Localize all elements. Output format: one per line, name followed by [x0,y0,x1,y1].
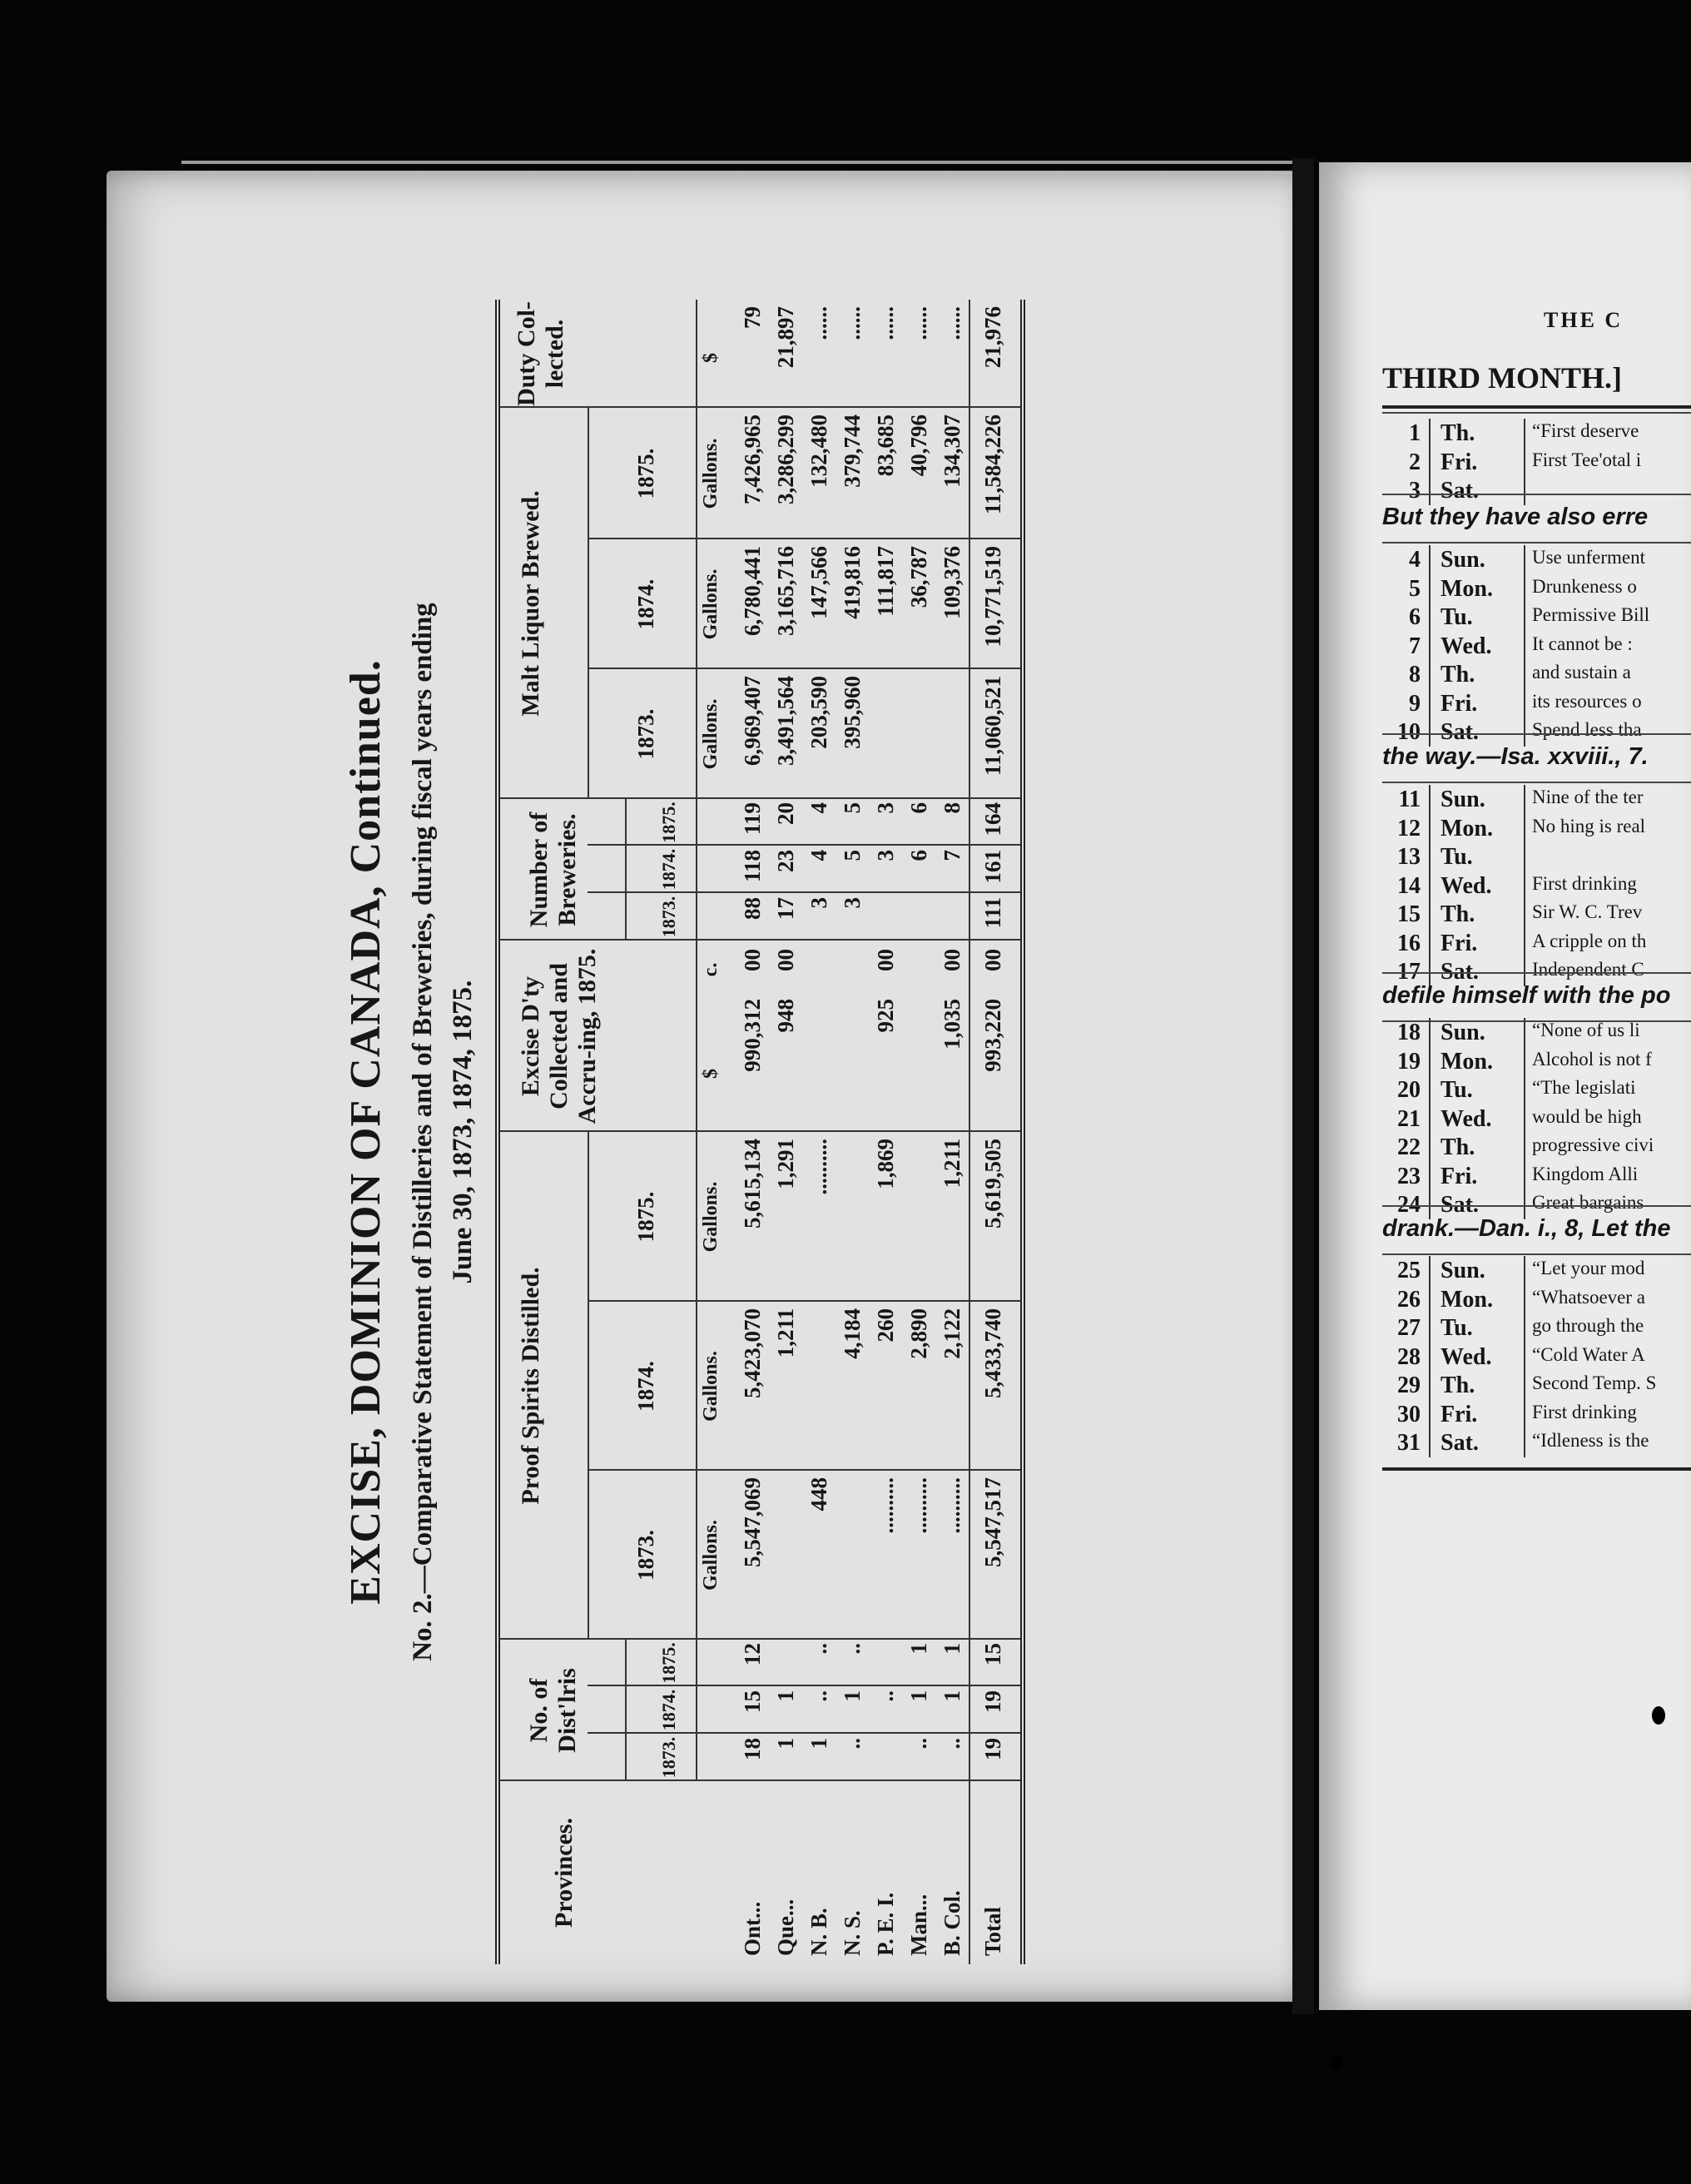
rule [1382,1467,1691,1471]
breweries-1873: 17 [773,897,798,920]
province-label: P. E. I. [873,1892,898,1956]
day-number: 19 [1397,1048,1421,1075]
malt-1875: 3,286,299 [773,414,798,504]
malt-1874: 36,787 [906,546,931,608]
page-edge [181,161,1305,174]
day-entry: No hing is real [1532,815,1646,836]
day-entry: its resources o [1532,690,1642,712]
day-weekday: Fri. [1441,1163,1478,1189]
ink-blot [1331,2056,1343,2071]
breweries-1873: 3 [806,897,831,909]
day-weekday: Sat. [1441,478,1479,504]
breweries-1874: 7 [940,850,965,861]
proof-1873: 5,547,069 [740,1477,765,1567]
header-malt-liquor: Malt Liquor Brewed. [517,490,544,717]
year-header: 1874. [658,1689,679,1731]
day-number: 30 [1397,1401,1421,1427]
province-label: Ont... [740,1901,765,1956]
total-brew-1873: 111 [980,897,1005,929]
column-separator [1524,1256,1525,1457]
units-label: Gallons. [700,568,722,640]
year-header: 1873. [633,1530,658,1581]
day-number: 21 [1397,1105,1421,1132]
column-separator [1429,785,1431,986]
rule [1382,412,1691,414]
day-weekday: Sat. [1441,719,1479,745]
day-weekday: Th. [1441,1134,1475,1160]
malt-1873: 203,590 [806,676,831,749]
column-separator [1524,545,1525,747]
total-malt-1875: 11,584,226 [980,414,1005,515]
total-dist-1875: 15 [980,1643,1005,1665]
day-weekday: Th. [1441,662,1475,687]
day-weekday: Mon. [1441,815,1493,841]
day-weekday: Sun. [1441,547,1485,573]
proof-1873: .......... [906,1477,931,1534]
province-label: Que... [773,1899,798,1956]
distilleries-1874: 15 [740,1690,765,1713]
day-number: 15 [1397,901,1421,927]
rule [1382,1253,1691,1255]
rule [1382,972,1691,974]
total-duty: 21,976 [980,306,1005,369]
distilleries-1875: .. [806,1643,831,1655]
breweries-1875: 119 [740,802,765,836]
day-entry: Nine of the ter [1532,787,1644,807]
scripture-band: the way.—Isa. xxviii., 7. [1382,743,1649,770]
total-malt-1874: 10,771,519 [980,546,1005,648]
day-entry: Sir W. C. Trev [1532,901,1643,922]
distilleries-1874: .. [873,1690,898,1702]
distilleries-1873: .. [906,1738,931,1750]
right-page [1319,162,1691,2010]
total-rule [969,300,970,1964]
proof-1874: 2,122 [940,1308,965,1359]
header-breweries: Number of Breweries. [525,812,581,928]
day-number: 25 [1397,1258,1421,1283]
day-weekday: Sat. [1441,1192,1479,1218]
header-excise-duty: Excise D'ty Collected and Accru-ing, 1875. [517,948,601,1124]
day-number: 7 [1409,633,1421,659]
year-header: 1875. [658,802,679,843]
distilleries-1874: 1 [906,1690,931,1702]
header-rule [696,300,697,1781]
day-entry: “Let your mod [1532,1258,1645,1278]
day-weekday: Wed. [1441,1343,1492,1370]
duty-collected: 21,897 [773,306,798,369]
day-number: 14 [1397,872,1421,899]
header-distilleries: No. of Dist'lris [525,1668,581,1753]
duty-collected: ...... [806,306,831,340]
units-label: Gallons. [700,1520,722,1591]
header-duty-collected: Duty Col-lected. [513,301,568,406]
day-weekday: Th. [1441,420,1475,446]
malt-1874: 111,817 [873,546,898,617]
distilleries-1875: 12 [740,1643,765,1665]
total-excise-dollars: 993,220 [980,999,1005,1072]
excise-cents: 00 [773,949,798,971]
proof-1873: .......... [873,1477,898,1534]
column-separator [1429,545,1431,747]
malt-1874: 6,780,441 [740,546,765,636]
day-number: 1 [1409,420,1421,446]
malt-1873: 6,969,407 [740,676,765,766]
malt-1875: 7,426,965 [740,414,765,504]
units-dollars: $ [700,353,722,363]
day-entry: Second Temp. S [1532,1372,1657,1393]
malt-1875: 132,480 [806,414,831,488]
day-entry: “Idleness is the [1532,1430,1649,1451]
day-weekday: Mon. [1441,1286,1493,1313]
day-entry: A cripple on th [1532,930,1647,951]
day-number: 26 [1397,1286,1421,1313]
breweries-1874: 5 [840,850,865,861]
total-brew-1874: 161 [980,850,1005,884]
excise-dollars: 948 [773,999,798,1033]
province-label: N. S. [840,1910,865,1956]
distilleries-1874: .. [806,1690,831,1702]
year-header: 1874. [633,578,658,630]
day-weekday: Mon. [1441,575,1493,602]
day-number: 16 [1397,930,1421,956]
day-entry: Kingdom Alli [1532,1163,1639,1184]
breweries-1873: 88 [740,897,765,920]
year-header: 1875. [633,448,658,499]
proof-1874: 260 [873,1308,898,1343]
total-excise-cents: 00 [980,949,1005,971]
calendar-page [1319,162,1691,2010]
column-separator [1524,419,1525,505]
province-label: B. Col. [940,1890,965,1956]
year-header: 1874. [633,1361,658,1412]
column-separator [1524,785,1525,986]
year-header: 1873. [633,708,658,760]
day-weekday: Tu. [1441,604,1473,630]
distilleries-1873: 1 [806,1738,831,1750]
day-number: 23 [1397,1163,1421,1189]
day-weekday: Tu. [1441,1315,1473,1341]
distilleries-1875: 1 [940,1643,965,1655]
units-label: Gallons. [700,1181,722,1253]
malt-1873: 395,960 [840,676,865,749]
day-weekday: Fri. [1441,930,1478,956]
malt-1875: 379,744 [840,414,865,488]
year-header: 1873. [658,896,679,938]
day-entry: “Whatsoever a [1532,1286,1646,1308]
units-cents: c. [700,962,722,977]
rule [1382,405,1691,409]
day-number: 22 [1397,1134,1421,1160]
duty-collected: ...... [940,306,965,340]
column-separator [1429,1018,1431,1219]
year-header: 1875. [633,1191,658,1243]
day-number: 8 [1409,662,1421,687]
day-entry: progressive civi [1532,1134,1654,1155]
malt-1875: 40,796 [906,414,931,477]
malt-1874: 419,816 [840,546,865,619]
day-weekday: Fri. [1441,1401,1478,1427]
excise-dollars: 925 [873,999,898,1033]
day-weekday: Sat. [1441,959,1479,985]
day-number: 20 [1397,1077,1421,1103]
breweries-1874: 3 [873,850,898,861]
header-proof-spirits: Proof Spirits Distilled. [517,1267,544,1505]
total-proof-1873: 5,547,517 [980,1477,1005,1567]
day-number: 5 [1409,575,1421,602]
duty-collected: ...... [873,306,898,340]
day-entry: “None of us li [1532,1020,1640,1040]
day-weekday: Wed. [1441,633,1492,659]
rule [1382,542,1691,544]
subheader-rule [625,1640,627,1781]
day-number: 3 [1409,478,1421,504]
table-title: EXCISE, DOMINION OF CANADA, Continued. [342,659,389,1605]
units-label: Gallons. [700,698,722,770]
day-entry: Drunkeness o [1532,575,1637,597]
units-dollars: $ [700,1069,722,1079]
excise-cents: 00 [740,949,765,971]
breweries-1874: 23 [773,850,798,872]
day-weekday: Th. [1441,1372,1475,1398]
distilleries-1873: .. [840,1738,865,1750]
day-weekday: Sun. [1441,1020,1485,1045]
day-number: 12 [1397,815,1421,841]
excise-cents: 00 [940,949,965,971]
year-header: 1874. [658,848,679,891]
excise-dollars: 1,035 [940,999,965,1050]
day-entry: First drinking [1532,1401,1637,1422]
breweries-1873: 3 [840,897,865,909]
breweries-1874: 118 [740,850,765,883]
units-label: Gallons. [700,438,722,509]
proof-1873: 448 [806,1477,831,1511]
province-label: Man... [906,1894,931,1956]
duty-collected: 79 [740,306,765,329]
distilleries-1874: 1 [840,1690,865,1702]
day-weekday: Wed. [1441,872,1492,899]
column-separator [1429,419,1431,505]
duty-collected: ...... [840,306,865,340]
day-entry: Spend less tha [1532,719,1642,740]
units-label: Gallons. [700,1351,722,1422]
proof-1875: 1,291 [773,1139,798,1189]
day-weekday: Mon. [1441,1048,1493,1075]
proof-1875: .......... [806,1139,831,1195]
proof-1874: 5,423,070 [740,1308,765,1398]
table-subtitle-dates: June 30, 1873, 1874, 1875. [448,980,478,1284]
day-number: 31 [1397,1430,1421,1456]
proof-1874: 2,890 [906,1308,931,1359]
day-weekday: Fri. [1441,690,1478,717]
distilleries-1874: 1 [773,1690,798,1702]
rule [1382,733,1691,735]
book-gutter [1292,158,1314,2014]
day-entry: Use unferment [1532,547,1646,568]
day-weekday: Sun. [1441,787,1485,812]
distilleries-1874: 1 [940,1690,965,1702]
day-number: 4 [1409,547,1421,573]
day-number: 18 [1397,1020,1421,1045]
ink-blot [1652,1706,1665,1725]
subheader-rule [588,408,589,799]
table-subtitle: No. 2.—Comparative Statement of Distilleries and of Breweries, during fiscal years ending [408,603,438,1661]
day-entry: “First deserve [1532,420,1639,441]
malt-1873: 3,491,564 [773,676,798,766]
calendar-running-header: THE C [1544,308,1624,332]
day-weekday: Th. [1441,901,1475,927]
distilleries-1873: .. [940,1738,965,1750]
day-number: 10 [1397,719,1421,745]
excise-table [495,300,1025,1964]
day-number: 27 [1397,1315,1421,1341]
proof-1873: .......... [940,1477,965,1534]
breweries-1874: 6 [906,850,931,861]
duty-collected: ...... [906,306,931,340]
proof-1874: 1,211 [773,1308,798,1358]
excise-cents: 00 [873,949,898,971]
day-entry: Permissive Bill [1532,604,1650,625]
distilleries-1875: 1 [906,1643,931,1655]
day-weekday: Sat. [1441,1430,1479,1456]
column-separator [1429,1256,1431,1457]
day-entry: and sustain a [1532,662,1631,682]
malt-1874: 109,376 [940,546,965,619]
breweries-1875: 3 [873,802,898,814]
scripture-band: drank.—Dan. i., 8, Let the [1382,1215,1671,1242]
total-label: Total [980,1906,1005,1956]
day-weekday: Tu. [1441,844,1473,870]
year-header: 1873. [658,1736,679,1779]
calendar-month-title: THIRD MONTH.] [1382,361,1622,395]
rule [1382,494,1691,495]
day-entry: would be high [1532,1105,1642,1127]
total-brew-1875: 164 [980,802,1005,836]
breweries-1875: 4 [806,802,831,814]
rule [1382,1205,1691,1207]
proof-1874: 4,184 [840,1308,865,1359]
proof-1875: 1,869 [873,1139,898,1189]
total-malt-1873: 11,060,521 [980,676,1005,777]
malt-1875: 134,307 [940,414,965,488]
total-dist-1873: 19 [980,1738,1005,1760]
breweries-1875: 8 [940,802,965,814]
scripture-band: defile himself with the po [1382,982,1671,1009]
scripture-band: But they have also erre [1382,504,1649,530]
excise-dollars: 990,312 [740,999,765,1072]
day-number: 13 [1397,844,1421,870]
day-weekday: Tu. [1441,1077,1473,1103]
subheader-rule [588,1132,589,1640]
day-number: 2 [1409,449,1421,475]
column-separator [1524,1018,1525,1219]
breweries-1875: 6 [906,802,931,814]
day-entry: “Cold Water A [1532,1343,1645,1365]
total-proof-1874: 5,433,740 [980,1308,1005,1398]
malt-1875: 83,685 [873,414,898,477]
proof-1875: 1,211 [940,1139,965,1189]
day-number: 17 [1397,959,1421,985]
rule [1382,782,1691,783]
day-entry: First Tee'otal i [1532,449,1642,470]
excise-table-rotated [341,300,1123,1964]
breweries-1875: 5 [840,802,865,814]
day-number: 29 [1397,1372,1421,1398]
subheader-rule [625,799,627,941]
day-entry: It cannot be : [1532,633,1633,654]
day-number: 24 [1397,1192,1421,1218]
breweries-1875: 20 [773,802,798,825]
distilleries-1873: 18 [740,1738,765,1760]
day-number: 28 [1397,1343,1421,1370]
day-number: 6 [1409,604,1421,630]
province-label: N. B. [806,1908,831,1956]
day-weekday: Fri. [1441,449,1478,475]
day-entry: go through the [1532,1315,1644,1336]
day-number: 9 [1409,690,1421,717]
day-entry: Great bargains [1532,1192,1644,1213]
year-header: 1875. [658,1642,679,1684]
day-weekday: Wed. [1441,1105,1492,1132]
proof-1875: 5,615,134 [740,1139,765,1228]
day-weekday: Sun. [1441,1258,1485,1283]
day-entry: “The legislati [1532,1077,1636,1098]
day-entry: Alcohol is not f [1532,1048,1652,1070]
total-dist-1874: 19 [980,1690,1005,1713]
total-proof-1875: 5,619,505 [980,1139,1005,1228]
malt-1874: 147,566 [806,546,831,619]
distilleries-1873: 1 [773,1738,798,1750]
distilleries-1875: .. [840,1643,865,1655]
header-provinces: Provinces. [550,1818,578,1928]
day-number: 11 [1398,787,1421,812]
day-entry: Independent C [1532,959,1644,980]
day-entry: First drinking [1532,872,1637,894]
malt-1874: 3,165,716 [773,546,798,636]
breweries-1874: 4 [806,850,831,861]
